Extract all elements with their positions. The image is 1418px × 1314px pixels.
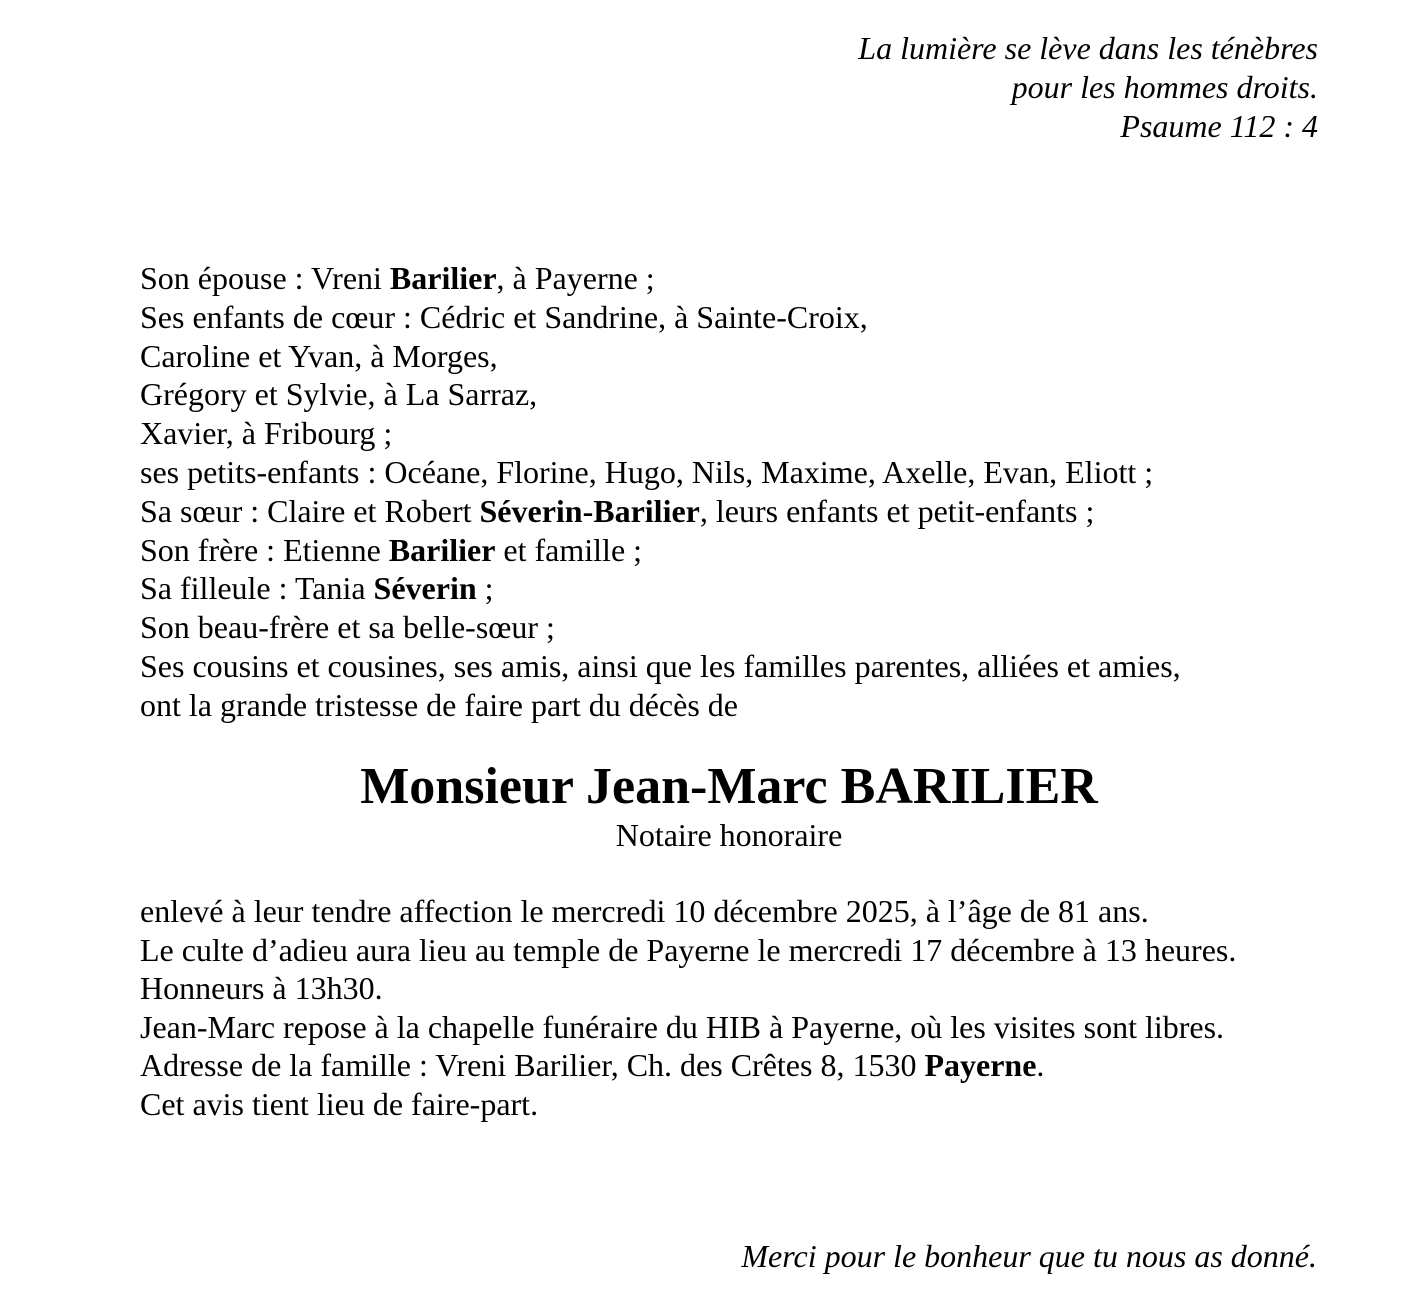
- deceased-subtitle: Notaire honoraire: [615, 817, 843, 853]
- text-segment: .: [1036, 1047, 1045, 1084]
- text-line: [140, 453, 1181, 492]
- family-name-bold: Payerne: [924, 1047, 1037, 1084]
- text-line: [140, 375, 1181, 414]
- epigraph-line-1: La lumière se lève dans les ténèbres: [858, 30, 1318, 66]
- text-segment: , leurs enfants et petit-enfants ;: [699, 492, 1095, 529]
- text-segment: Caroline et Yvan, à Morges,: [140, 337, 498, 374]
- text-line: [140, 337, 1181, 376]
- text-segment: Son frère : Etienne: [140, 531, 389, 568]
- text-line: [140, 931, 1236, 970]
- text-segment: enlevé à leur tendre affection le mercredi 10 décembre 2025, à l’âge de 81 ans.: [140, 893, 1149, 929]
- text-segment: Le culte d’adieu aura lieu au temple de Payerne le mercredi 17 décembre à 13 heures.: [140, 931, 1237, 968]
- text-segment: Jean-Marc repose à la chapelle funéraire du HIB à Payerne, où les visites sont libres.: [140, 1008, 1225, 1045]
- text-segment: , à Payerne ;: [496, 260, 655, 296]
- text-segment: ont la grande tristesse de faire part du décès de: [140, 686, 738, 723]
- text-segment: ;: [476, 570, 494, 607]
- family-list: [140, 259, 1181, 725]
- text-segment: Adresse de la famille : Vreni Barilier, Ch. des Crêtes 8, 1530: [140, 1047, 925, 1084]
- text-segment: et famille ;: [495, 531, 643, 568]
- text-line: [140, 569, 1181, 608]
- deceased-name: Monsieur Jean-Marc BARILIER: [360, 758, 1098, 815]
- text-line: [140, 686, 1181, 725]
- text-line: [140, 608, 1181, 647]
- text-segment: ses petits-enfants : Océane, Florine, Hugo, Nils, Maxime, Axelle, Evan, Eliott ;: [140, 453, 1154, 490]
- epigraph: [858, 29, 1318, 145]
- text-line: [140, 1046, 1236, 1085]
- text-line: [140, 969, 1236, 1008]
- text-line: [140, 492, 1181, 531]
- family-name-bold: Barilier: [389, 260, 497, 296]
- text-line: [140, 414, 1181, 453]
- text-segment: Son beau-frère et sa belle-sœur ;: [140, 609, 555, 646]
- text-segment: Cet avis tient lieu de faire-part.: [140, 1085, 539, 1122]
- text-segment: Honneurs à 13h30.: [140, 970, 383, 1007]
- family-name-bold: Barilier: [388, 531, 496, 568]
- text-segment: Sa filleule : Tania: [140, 570, 374, 607]
- text-line: [140, 1085, 1236, 1124]
- text-segment: Sa sœur : Claire et Robert: [140, 492, 480, 529]
- epigraph-source: Psaume 112 : 4: [1120, 107, 1318, 144]
- text-line: [140, 298, 1181, 337]
- text-line: [140, 259, 1181, 298]
- text-line: [140, 1008, 1236, 1047]
- closing-message: Merci pour le bonheur que tu nous as donné.: [741, 1238, 1317, 1274]
- text-segment: Xavier, à Fribourg ;: [140, 415, 393, 452]
- text-segment: Grégory et Sylvie, à La Sarraz,: [140, 376, 538, 413]
- text-line: [140, 531, 1181, 570]
- family-name-bold: Séverin: [373, 570, 477, 607]
- text-segment: Ses cousins et cousines, ses amis, ainsi que les familles parentes, alliées et amies,: [140, 647, 1181, 684]
- text-segment: Ses enfants de cœur : Cédric et Sandrine, à Sainte-Croix,: [140, 298, 868, 335]
- text-line: [140, 892, 1236, 931]
- family-name-bold: Séverin-Barilier: [479, 492, 700, 529]
- epigraph-line-2: pour les hommes droits.: [1011, 68, 1318, 105]
- text-segment: Son épouse : Vreni: [140, 260, 390, 296]
- funeral-details: [140, 892, 1236, 1124]
- text-line: [140, 647, 1181, 686]
